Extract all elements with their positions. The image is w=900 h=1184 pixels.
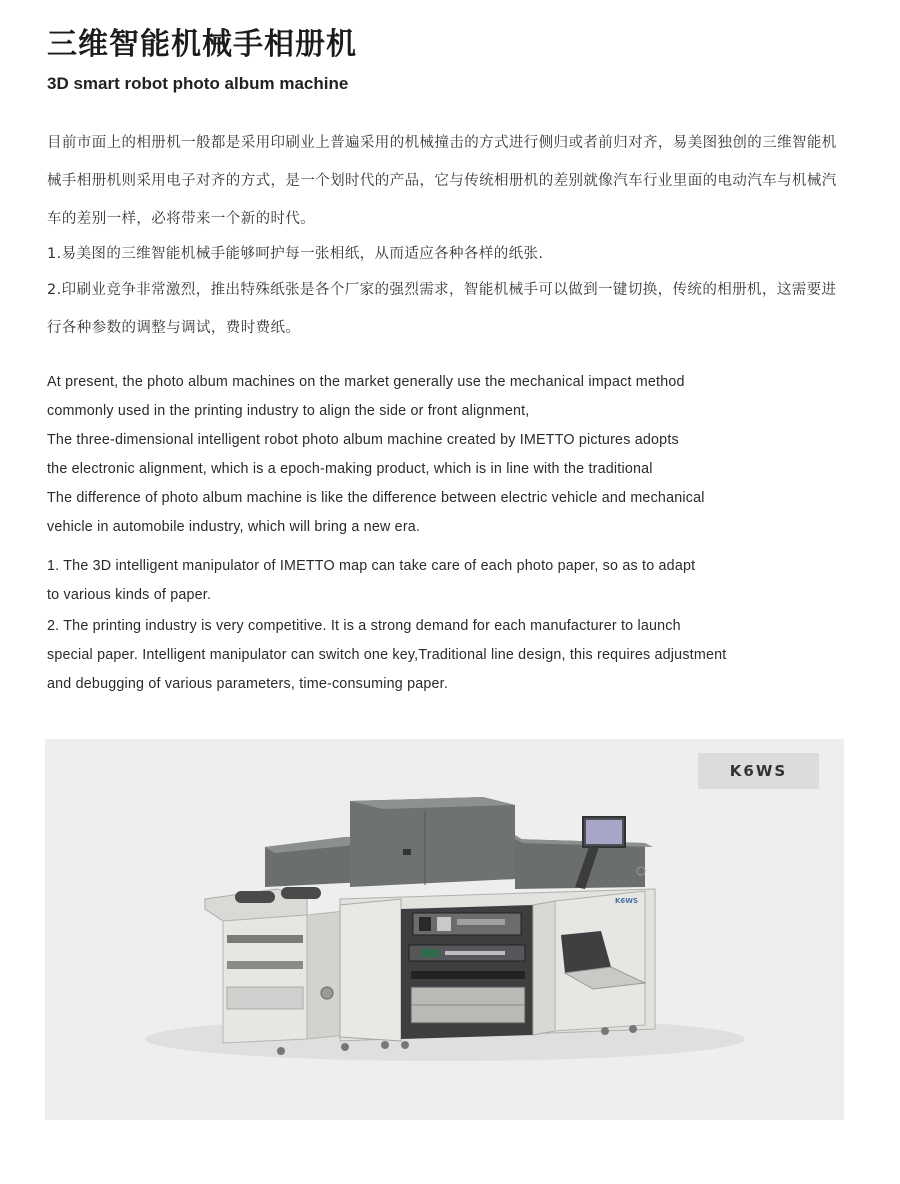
machine-brand-label: K6WS bbox=[615, 897, 639, 905]
page-title: 三维智能机械手相册机 bbox=[47, 27, 357, 62]
en-point-1-line: to various kinds of paper. bbox=[47, 587, 212, 603]
en-intro-line: vehicle in automobile industry, which will bring a new era. bbox=[47, 519, 421, 535]
en-point-2-line: special paper. Intelligent manipulator can switch one key,Traditional line design, this requires adjustment bbox=[47, 647, 727, 663]
product-photo bbox=[45, 739, 844, 1120]
en-intro-line: The difference of photo album machine is like the difference between electric vehicle and mechanical bbox=[47, 490, 705, 506]
en-intro-line: At present, the photo album machines on the market generally use the mechanical impact method bbox=[47, 374, 685, 390]
page-subtitle: 3D smart robot photo album machine bbox=[47, 74, 349, 93]
cn-point-2: 2.印刷业竞争非常激烈，推出特殊纸张是各个厂家的强烈需求，智能机械手可以做到一键切换，传统的相册机，这需要进行各种参数的调整与调试，费时费纸。 bbox=[47, 282, 837, 336]
cn-point-1: 1.易美图的三维智能机械手能够呵护每一张相纸，从而适应各种各样的纸张. bbox=[47, 246, 544, 262]
cn-intro-paragraph: 目前市面上的相册机一般都是采用印刷业上普遍采用的机械撞击的方式进行侧归或者前归对齐，易美图独创的三维智能机械手相册机则采用电子对齐的方式，是一个划时代的产品，它与传统相册机的差别就像汽车行业里面的电动汽车与机械汽车的差别一样，必将带来一个新的时代。 bbox=[47, 135, 837, 227]
en-intro-line: the electronic alignment, which is a epoch-making product, which is in line with the traditional bbox=[47, 461, 653, 477]
machine-illustration bbox=[45, 739, 844, 1120]
en-point-1 bbox=[47, 552, 847, 610]
en-intro-line: The three-dimensional intelligent robot photo album machine created by IMETTO pictures adopts bbox=[47, 432, 679, 448]
model-badge: K6WS bbox=[698, 753, 819, 789]
en-point-2 bbox=[47, 612, 847, 699]
en-intro-line: commonly used in the printing industry to align the side or front alignment, bbox=[47, 403, 530, 419]
en-point-1-line: 1. The 3D intelligent manipulator of IMETTO map can take care of each photo paper, so as to adapt bbox=[47, 558, 696, 574]
en-point-2-line: and debugging of various parameters, time-consuming paper. bbox=[47, 676, 449, 692]
en-intro-paragraph bbox=[47, 368, 847, 542]
en-point-2-line: 2. The printing industry is very competitive. It is a strong demand for each manufacturer to launch bbox=[47, 618, 681, 634]
